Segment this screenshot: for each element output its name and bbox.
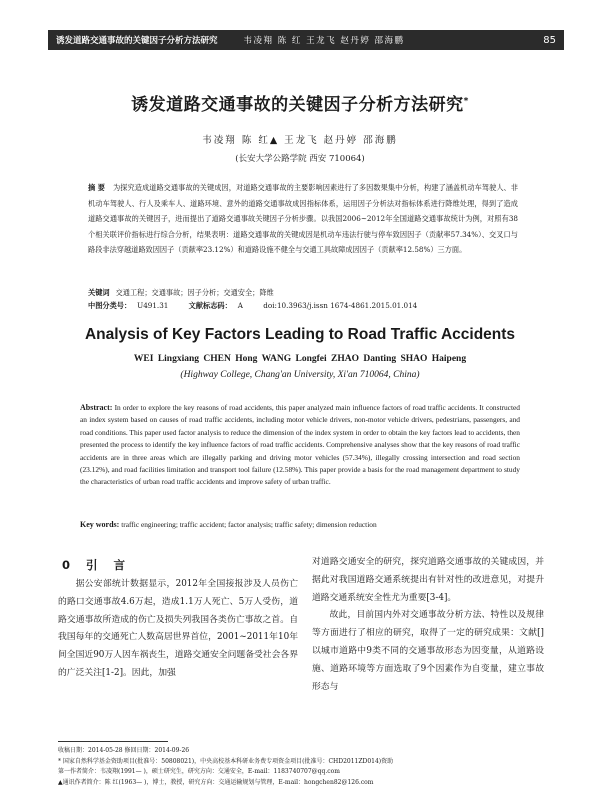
keywords-en-text: traffic engineering; traffic accident; factor analysis; traffic safety; dimension reduction xyxy=(121,520,377,529)
authors-english: WEI Lingxiang CHEN Hong WANG Longfei ZHAO Danting SHAO Haipeng xyxy=(133,354,467,364)
abstract-chinese xyxy=(88,180,518,258)
abstract-label: 摘 要 xyxy=(88,183,106,192)
intro-paragraph-2: 故此，目前国内外对交通事故分析方法、特性以及规律等方面进行了相应的研究，取得了一定的研究成果：文献[]以城市道路中9类不同的交通事故形态为因变量，从道路设施、道路环境等方面选取了9个因素作为自变量，建立事故形态与 xyxy=(312,610,544,692)
abstract-en-label: Abstract: xyxy=(80,403,113,412)
footnote-corresponding-author: ▲通讯作者简介：陈 红(1963— )，博士，教授，研究方向：交通运输规划与管理，E-mail：hongchen82@126.com xyxy=(58,778,374,786)
footnote-funding: * 国家自然科学基金资助项目(批准号：50808021)，中央高校基本科研业务费专项资金项目(批准号：CHD2011ZD014)资助 xyxy=(58,757,394,765)
clc-label: 中图分类号： xyxy=(88,301,132,310)
running-header xyxy=(48,30,564,50)
footnote-dates: 收稿日期：2014-05-28 修回日期：2014-09-26 xyxy=(58,747,190,754)
body-column-right xyxy=(312,554,544,696)
footnote-first-author: 第一作者简介：韦凌翔(1991— )，硕士研究生，研究方向：交通安全，E-mail：1183740707@qq.com xyxy=(58,768,340,776)
intro-paragraph-1: 据公安部统计数据显示，2012年全国接报涉及人员伤亡的路口交通事故4.6万起，造成1.1万人死亡、5万人受伤，道路交通事故所造成的伤亡及损失列我国各类伤亡事故之首。自我国每年的交通死亡人数高居世界首位，2001~2011年10年间全国近90万人因车祸丧生，道路交通安全问题备受社会各界的广泛关注[1-2]。因此，加强 xyxy=(58,579,298,678)
keywords-en-label: Key words: xyxy=(80,520,120,529)
body-column-left xyxy=(58,554,298,683)
intro-paragraph-1-continued: 对道路交通安全的研究，探究道路交通事故的关键成因，并据此对我国道路交通系统提出有针对性的改进意见，对提升道路交通系统安全性尤为重要[3-4]。 xyxy=(312,557,544,603)
header-journal-title: 诱发道路交通事故的关键因子分析方法研究 xyxy=(56,36,218,46)
paper-title-english: Analysis of Key Factors Leading to Road Traffic Accidents xyxy=(84,326,516,343)
page-number: 85 xyxy=(543,34,556,46)
footnote-divider xyxy=(58,741,168,742)
authors-chinese: 韦凌翔 陈 红▲ 王龙飞 赵丹婷 邵海鹏 xyxy=(202,135,398,146)
doc-code-value: A xyxy=(237,301,243,310)
footnotes xyxy=(58,746,558,788)
clc-value: U491.31 xyxy=(137,301,169,310)
doc-code-label: 文献标志码： xyxy=(188,301,232,310)
abstract-english xyxy=(80,402,520,489)
keywords-label: 关键词 xyxy=(88,288,110,297)
doi-label: doi: xyxy=(263,301,277,310)
abstract-text: 为探究造成道路交通事故的关键成因，对道路交通事故的主要影响因素进行了多因数果集中分析，构建了涵盖机动车驾驶人、非机动车驾驶人、行人及乘车人、道路环境、意外的道路交通事故成因指标体系，运用因子分析法对指标体系进行降维处理，得到了造成道路交通事故的关键因子，进而提出了道路交通事故关键因子分析步骤。以我国2006~2012年全国道路交通事故统计为例，对照有38个相关联评价指标进行综合分析，结果表明：道路交通事故的关键成因是机动车违法行驶与停车致因因子（贡献率57.34%）、交叉口与路段非法穿越道路致因因子（贡献率23.12%）和道路设施不健全与交通工具故障成因因子（贡献率12.58%）三方面。 xyxy=(88,183,518,255)
paper-title-chinese xyxy=(0,90,600,115)
keywords-text: 交通工程；交通事故；因子分析；交通安全；降维 xyxy=(115,288,274,297)
section-heading-introduction: 0 引 言 xyxy=(62,558,132,572)
classification-line xyxy=(88,300,518,312)
doi-value: 10.3963/j.issn 1674-4861.2015.01.014 xyxy=(276,301,418,310)
header-authors: 韦凌翔 陈 红 王龙飞 赵丹婷 邵海鹏 xyxy=(243,36,405,46)
affiliation-chinese: (长安大学公路学院 西安 710064) xyxy=(235,154,365,164)
title-text: 诱发道路交通事故的关键因子分析方法研究 xyxy=(131,95,464,115)
affiliation-english: (Highway College, Chang'an University, Xi'an 710064, China) xyxy=(180,370,420,380)
keywords-chinese xyxy=(88,287,518,299)
keywords-english xyxy=(80,519,520,531)
title-footnote-mark: * xyxy=(463,96,469,107)
abstract-en-text: In order to explore the key reasons of road accidents, this paper analyzed main influence factors of road traffic accidents. It constructed an index system based on causes of road traffic accidents, including motor vehicle drivers, non-motor vehicle drivers, pedestrians, passengers, and road conditions. This paper used factor analysis to reduce the dimension of the index system in order to obtain the key factors lead to accidents, then presented the process to identify the key influence factors of road traffic accidents. Comprehensive analyses show that the key reasons of road traffic accidents are in three areas which are illegally parking and driving motor vehicles (57.34%), illegally crossing intersection and road section (23.12%), and road facilities limitation and transport tool failure (12.58%). This paper provide a basis for the road management department to study the characteristics of urban road traffic accidents and improve safety of urban traffic. xyxy=(80,403,520,487)
